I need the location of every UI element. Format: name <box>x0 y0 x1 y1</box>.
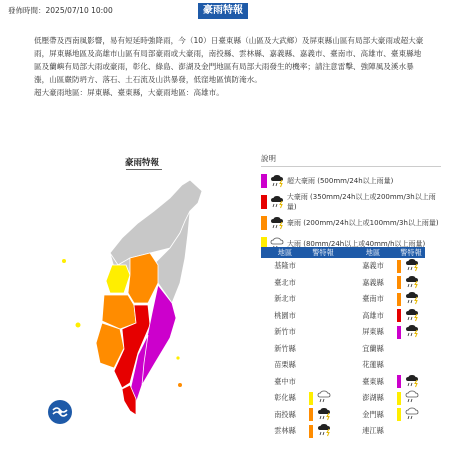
area-name: 新竹縣 <box>274 343 296 353</box>
legend-title: 說明 <box>261 153 441 167</box>
table-row <box>261 374 425 391</box>
area-name: 桃園市 <box>274 310 296 320</box>
area-name: 新北市 <box>274 294 296 304</box>
area-name: 澎湖縣 <box>362 393 384 403</box>
legend-label: 大雨 (80mm/24h以上或40mm/h以上雨量) <box>287 239 426 248</box>
area-name: 屏東縣 <box>362 327 384 337</box>
island-penghu <box>76 323 81 328</box>
area-warning-table <box>261 247 425 440</box>
island-lanyu <box>178 383 182 387</box>
heavy-rain-thunder-icon <box>317 414 333 423</box>
heavy-rain-thunder-icon <box>405 282 421 291</box>
area-name: 嘉義市 <box>362 261 384 271</box>
area-name: 臺中市 <box>274 376 296 386</box>
table-row <box>261 291 425 308</box>
heavy-rain-thunder-icon <box>405 265 421 274</box>
rain-icon <box>317 397 333 406</box>
heavy-rain-thunder-icon <box>405 331 421 340</box>
area-name: 花蓮縣 <box>362 360 384 370</box>
heavy-rain-thunder-icon <box>405 315 421 324</box>
legend-item <box>261 212 441 233</box>
heavy-rain-thunder-icon <box>405 381 421 390</box>
col-area-left: 地區 <box>261 247 309 258</box>
rain-icon <box>405 397 421 406</box>
rain-icon <box>405 414 421 423</box>
region-changhua <box>106 265 130 293</box>
area-name: 臺南市 <box>362 294 384 304</box>
area-name: 南投縣 <box>274 409 296 419</box>
legend-label: 超大豪雨 (500mm/24h以上雨量) <box>287 176 394 185</box>
legend-label: 大豪雨 (350mm/24h以上或200mm/3h以上雨量) <box>286 192 436 211</box>
area-name: 臺東縣 <box>362 376 384 386</box>
issued-time: 發佈時間：2025/07/10 10:00 <box>8 6 113 15</box>
legend-item <box>261 191 441 212</box>
map-title: 豪雨特報 <box>125 158 160 168</box>
area-name: 宜蘭縣 <box>362 343 384 353</box>
area-name: 新竹市 <box>274 327 296 337</box>
area-name: 臺北市 <box>274 277 296 287</box>
page-title: 豪雨特報 <box>198 3 248 19</box>
table-row <box>261 423 425 440</box>
area-name: 金門縣 <box>362 409 384 419</box>
heavy-rain-thunder-icon <box>270 174 284 188</box>
heavy-rain-thunder-icon <box>270 195 284 209</box>
area-name: 苗栗縣 <box>274 360 296 370</box>
legend-swatch <box>261 195 267 209</box>
area-name: 高雄市 <box>362 310 384 320</box>
region-nantou <box>128 253 158 303</box>
region-yunlin-chiayi <box>102 295 136 329</box>
notice-summary: 超大豪雨地區：屏東縣、臺東縣，大豪雨地區：高雄市。 <box>34 88 224 97</box>
warning-notice <box>34 34 426 99</box>
island-green <box>176 356 179 359</box>
island-kinmen <box>62 259 66 263</box>
area-name: 雲林縣 <box>274 426 296 436</box>
legend <box>261 153 441 254</box>
notice-paragraph: 低壓帶及西南風影響，易有短延時強降雨，今（10）日臺東縣（山區及大武鄉）及屏東縣山區有局部大豪雨或超大豪雨，屏東縣地區及高雄市山區有局部豪雨或大豪雨，南投縣、雲林縣、嘉義縣、嘉義市、臺南市、高雄市、臺東縣地區及蘭嶼有局部大雨或豪雨，彰化、綠島、澎湖及金門地區有局部大雨發生的機率；請注意雷擊、強陣風及溪水暴漲，山區嚴防坍方、落石、土石流及山洪暴發，低窪地區慎防淹水。 <box>34 36 424 84</box>
area-name: 彰化縣 <box>274 393 296 403</box>
heavy-rain-thunder-icon <box>405 298 421 307</box>
heavy-rain-thunder-icon <box>317 430 333 439</box>
legend-item <box>261 170 441 191</box>
table-row <box>261 308 425 325</box>
table-row <box>261 357 425 374</box>
table-row <box>261 258 425 275</box>
legend-swatch <box>261 216 267 230</box>
legend-label: 豪雨 (200mm/24h以上或100mm/3h以上雨量) <box>287 218 439 227</box>
col-area-right: 地區 <box>349 247 397 258</box>
table-row <box>261 275 425 292</box>
table-row <box>261 341 425 358</box>
col-level-left: 警特報 <box>309 247 337 258</box>
heavy-rain-thunder-icon <box>270 216 284 230</box>
legend-swatch <box>261 174 267 188</box>
area-name: 連江縣 <box>362 426 384 436</box>
area-name: 嘉義縣 <box>362 277 384 287</box>
table-row <box>261 324 425 341</box>
table-row <box>261 390 425 407</box>
table-row <box>261 407 425 424</box>
cwa-logo-icon <box>48 400 72 424</box>
area-name: 基隆市 <box>274 261 296 271</box>
col-level-right: 警特報 <box>397 247 425 258</box>
